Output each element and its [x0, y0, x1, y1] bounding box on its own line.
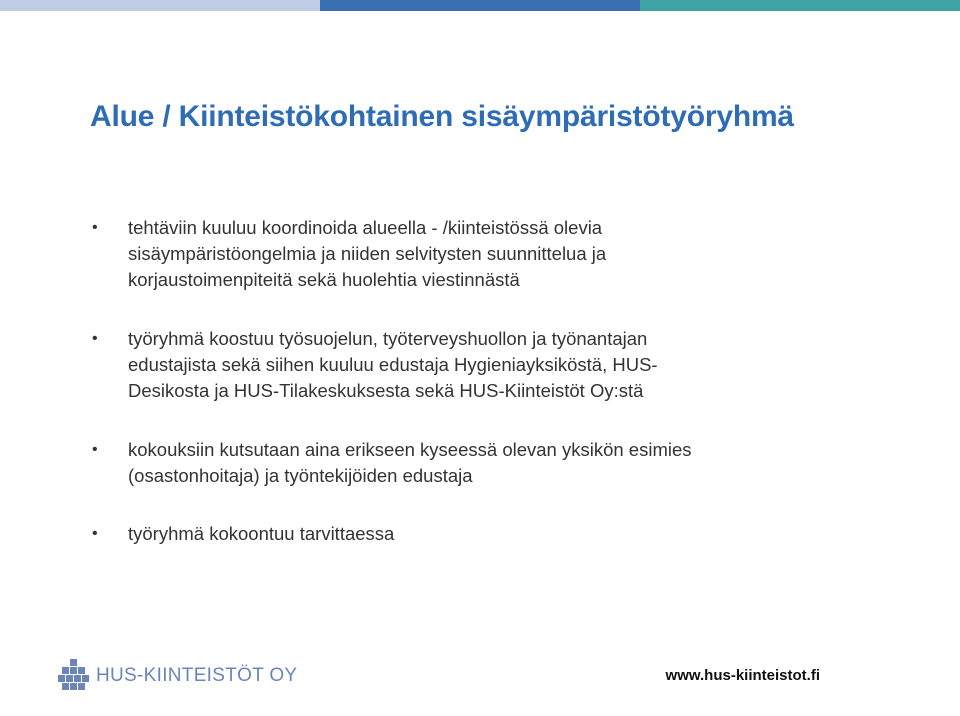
bullet-dot: • [92, 441, 98, 458]
bullet-dot: • [92, 330, 98, 347]
bullet-text: tehtäviin kuuluu koordinoida alueella - /kiinteistössä olevia sisäympäristöongelmia ja niiden selvitysten suunnittelua ja korjaustoimenpiteitä sekä huolehtia viestinnästä [128, 217, 607, 290]
bullet-dot: • [92, 219, 98, 236]
bullet-item [92, 326, 738, 404]
hus-cross-logo-icon [58, 659, 90, 693]
top-bar-segment-left [0, 0, 320, 11]
top-bar-segment-middle [320, 0, 640, 11]
bullet-text: työryhmä koostuu työsuojelun, työterveyshuollon ja työnantajan edustajista sekä siihen kuuluu edustaja Hygieniayksiköstä, HUS-Desikosta ja HUS-Tilakeskuksesta sekä HUS-Kiinteistöt Oy:stä [128, 328, 658, 401]
bullet-item [92, 437, 738, 489]
bullet-dot: • [92, 525, 98, 542]
company-logo [58, 656, 297, 696]
top-bar-segment-right [640, 0, 960, 11]
bullet-item [92, 521, 738, 547]
logo-text: HUS-KIINTEISTÖT OY [96, 665, 298, 686]
bullet-item [92, 215, 738, 293]
bullet-text: kokouksiin kutsutaan aina erikseen kyseessä olevan yksikön esimies (osastonhoitaja) ja työntekijöiden edustaja [128, 439, 692, 486]
website-url[interactable]: www.hus-kiinteistot.fi [665, 667, 820, 684]
slide-title: Alue / Kiinteistökohtainen sisäympäristötyöryhmä [90, 100, 794, 133]
top-color-bar [0, 0, 960, 11]
bullet-text: työryhmä kokoontuu tarvittaessa [128, 523, 395, 544]
